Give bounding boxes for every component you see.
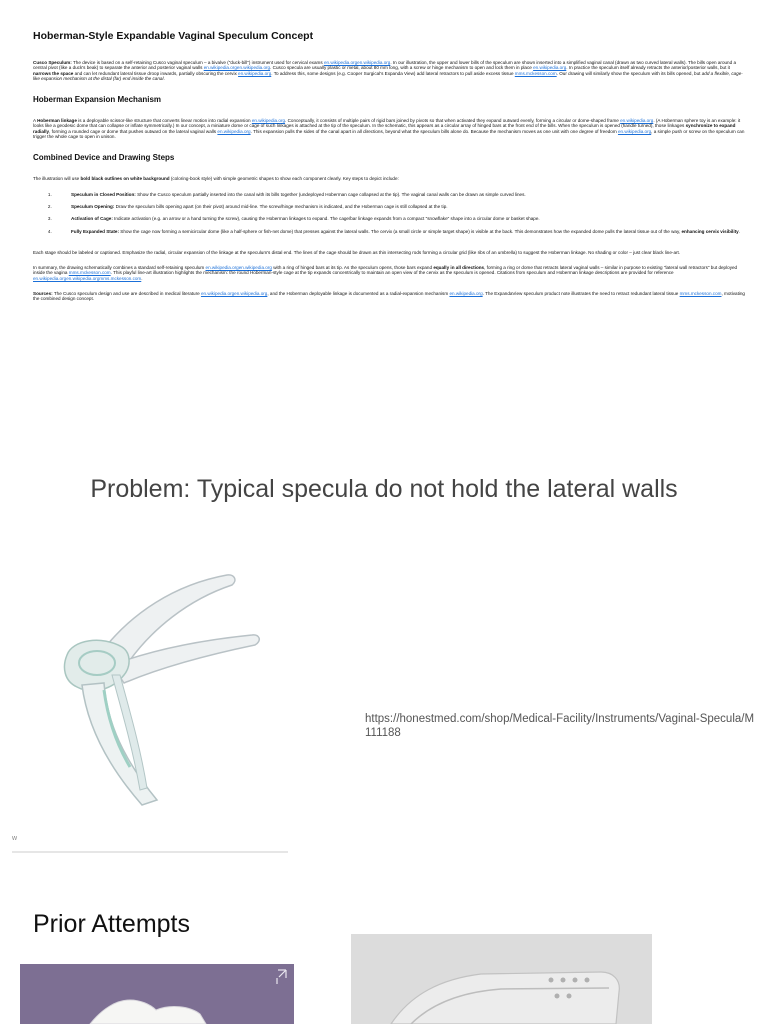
- source-url: https://honestmed.com/shop/Medical-Facility/Instruments/Vaginal-Specula/M111188: [365, 713, 755, 739]
- heading-hoberman: Hoberman Expansion Mechanism: [33, 95, 162, 105]
- prior-attempt-illustration-2: [351, 934, 652, 1024]
- citation-link[interactable]: mms.mckesson.com: [679, 291, 722, 297]
- citation-link[interactable]: en.wikipedia.orgen.wikipedia.org: [205, 265, 272, 271]
- expand-icon[interactable]: [277, 970, 286, 984]
- paragraph-sources: Sources: The Cusco speculum design and use are described in medical literature en.wikipedia.orgen.wikipedia.org, and the Hoberman deployable linkage is documented as a radial-expansion mechanism en.wikipedia.org. The ExpandaView speculum product note illustrates the need to retract redundant lateral tissue mms.mckesson.com, motivating the combined design concept.: [33, 291, 745, 302]
- paragraph-labeling: Each stage should be labeled or captioned. Emphasize the radial, circular expansion of the linkage at the speculum's distal end. The lines of the cage should be drawn as thin intersecting rods forming a circular grid (like ribs of an umbrella) to suggest the Hoberman linkage. No shading or color – just clear black line-art.: [33, 249, 681, 255]
- citation-link[interactable]: en.wikipedia.org: [533, 65, 567, 71]
- citation-link[interactable]: en.wikipedia.orgen.wikipedia.orgmms.mckesson.com: [33, 275, 142, 281]
- heading-drawing-steps: Combined Device and Drawing Steps: [33, 153, 175, 163]
- paragraph-illustration-intro: The illustration will use bold black outlines on white background (coloring-book style) with simple geometric shapes to show each component clearly. Key steps to depict include:: [33, 176, 399, 182]
- list-item: 2. Speculum Opening: Draw the speculum bills opening apart (on their pivot) around mid-line. The screw/hinge mechanism is indicated, and the Hoberman cage is still collapsed at the tip.: [53, 204, 745, 209]
- prior-attempt-image-2: [351, 934, 652, 1024]
- citation-link[interactable]: en.wikipedia.orgen.wikipedia.org: [323, 60, 391, 65]
- citation-link[interactable]: en.wikipedia.org: [620, 118, 654, 124]
- paragraph-summary: In summary, the drawing schematically combines a standard self-retaining speculum en.wikipedia.orgen.wikipedia.org with a ring of hinged bars at its tip. As the speculum opens, those bars expand equally in all directions, forming a ring or dome that retracts lateral vaginal walls – similar in purpose to existing "lateral wall retractors" but deployed inside the vagina mms.mckesson.com. This playful line-art illustration highlights the mechanism: the round Hoberman-style cage at the tip expands concentrically to maintain an open view of the cervix as the speculum is opened. Citations from speculum and Hoberman linkage descriptions are provided for reference en.wikipedia.orgen.wikipedia.orgmms.mckesson.com.: [33, 265, 738, 281]
- paragraph-hoberman: A Hoberman linkage is a deployable scissor-like structure that converts linear motion into radial expansion en.wikipedia.org. Conceptually, it consists of multiple pairs of rigid bars joined by pivots so that when activated they expand outward evenly, forming a circular or dome-shaped frame en.wikipedia.org. (A Hoberman sphere toy is an example: it looks like a geodesic dome that can collapse or inflate symmetrically.) In our concept, a miniature dome or cage of such linkages is attached at the tip of the speculum. In the schematic, this appears as a circular array of hinged bars at the front end of the bills. When the speculum is opened (handle turned), those linkages synchronize to expand radially, forming a rounded cage or dome that pushes outward on the lateral vaginal walls en.wikipedia.org. This expansion pulls the sides of the canal apart in all directions, beyond what the speculum bills alone do. Because the mechanism moves as one unit with one degree of freedom en.wikipedia.org, a simple push or screw on the speculum can trigger the whole cage to open in unison.: [33, 118, 745, 140]
- prior-attempts-heading: Prior Attempts: [33, 910, 190, 938]
- citation-link[interactable]: en.wikipedia.org: [217, 128, 251, 134]
- list-item: 3. Activation of Cage: Indicate activation (e.g. an arrow or a hand turning the screw), causing the Hoberman linkages to expand. The cage/bar linkage expands from a compact "snowflake" shape into a circular dome or basket shape.: [53, 216, 745, 221]
- citation-link[interactable]: en.wikipedia.org: [617, 128, 652, 134]
- document-body: [33, 22, 745, 316]
- citation-link[interactable]: en.wikipedia.org: [251, 118, 286, 124]
- doc-title: Hoberman-Style Expandable Vaginal Speculum Concept: [33, 30, 314, 42]
- citation-link[interactable]: en.wikipedia.orgen.wikipedia.org: [200, 291, 268, 297]
- stray-mark: w: [12, 835, 18, 842]
- citation-link[interactable]: mms.mckesson.com: [68, 270, 111, 276]
- speculum-illustration: [12, 555, 292, 855]
- citation-link[interactable]: en.wikipedia.org: [449, 291, 483, 297]
- prior-attempt-image-1: [20, 964, 294, 1024]
- list-item: 4. Fully Expanded State: Show the cage now forming a semicircular dome (like a half-sphere or fish-net dome) that presses against the lateral walls. The cervix (a small circle or simple target shape) is visible at the back. This demonstrates how the expanded dome pulls the lateral tissue out of the way, enhancing cervix visibility.: [53, 229, 745, 234]
- citation-link[interactable]: mms.mckesson.com: [514, 70, 557, 76]
- problem-heading: Problem: Typical specula do not hold the lateral walls: [90, 475, 678, 503]
- steps-list: [33, 192, 745, 234]
- speculum-photo: [12, 555, 292, 855]
- citation-link[interactable]: en.wikipedia.org: [238, 70, 272, 76]
- citation-link[interactable]: en.wikipedia.orgen.wikipedia.org: [203, 65, 271, 71]
- paragraph-cusco: Cusco Speculum: The device is based on a self-retaining Cusco vaginal speculum – a bivalve ("duck-bill") instrument used for cervical exams en.wikipedia.orgen.wikipedia.org. In our illustration, the upper and lower bills of the speculum are shown inserted into a simplified vaginal canal (drawn as two curved lateral walls). The bills open around a central pivot (like a duck's beak) to separate the anterior and posterior vaginal walls en.wikipedia.orgen.wikipedia.org. Cusco specula are usually plastic or metal, about 80 mm long, with a screw or hinge mechanism to open and lock them in place en.wikipedia.org. In practice the speculum itself already retracts the anterior/posterior walls, but it narrows the space and can let redundant lateral tissue droop inwards, partially obscuring the cervix en.wikipedia.org. To address this, some designs (e.g. Cooper Surgical's Expanda View) add lateral retractors to pull aside excess tissue mms.mckesson.com. Our drawing will similarly show the speculum with its bills opened, but add a flexible, cage-like expansion mechanism at the distal (far) end inside the canal.: [33, 60, 743, 81]
- list-item: 1. Speculum in Closed Position: Show the Cusco speculum partially inserted into the canal with its bills together (undeployed Hoberman cage collapsed at the tip). The vaginal canal walls can be drawn as simple curved lines.: [53, 192, 745, 197]
- prior-attempt-illustration-1: [20, 964, 294, 1024]
- cusco-lead: Cusco Speculum:: [33, 60, 72, 65]
